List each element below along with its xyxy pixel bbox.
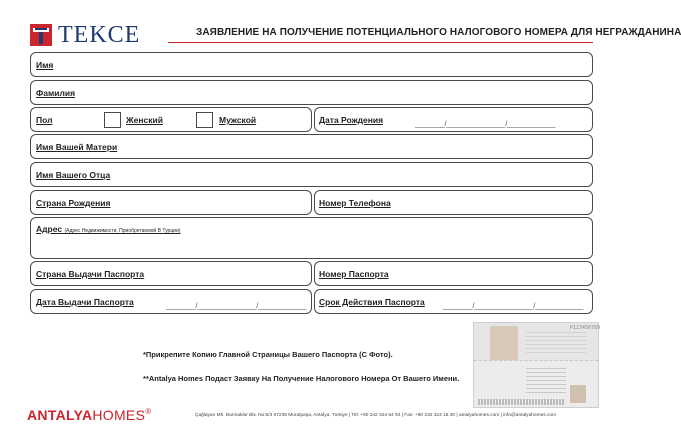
birth-country-label: Страна Рождения — [36, 198, 111, 208]
first-name-label: Имя — [36, 60, 54, 70]
phone-field[interactable] — [314, 190, 593, 215]
passport-photo — [490, 326, 518, 360]
last-name-field[interactable] — [30, 80, 593, 105]
passport-upper-text — [526, 329, 586, 355]
passport-sample-image — [473, 322, 599, 408]
note-antalya-homes: **Antalya Homes Подаст Заявку На Получение Налогового Номера От Вашего Имени. — [143, 374, 460, 383]
mother-name-label: Имя Вашей Матери — [36, 142, 118, 152]
address-field[interactable] — [30, 217, 593, 259]
passport-number-field[interactable] — [314, 261, 593, 286]
passport-issue-date-field[interactable] — [30, 289, 312, 314]
passport-mrz — [478, 399, 564, 405]
address-label — [36, 224, 180, 234]
passport-issue-date-blank: ________/________________/_____________ — [166, 303, 307, 310]
tekce-logo-text: TEKCE — [58, 22, 141, 48]
father-name-label: Имя Вашего Отца — [36, 170, 111, 180]
last-name-label: Фамилия — [36, 88, 76, 98]
passport-data-lines — [526, 365, 566, 395]
passport-expiry-blank: ________/________________/_____________ — [443, 303, 584, 310]
passport-expiry-field[interactable] — [314, 289, 593, 314]
address-note: (Адрес Недвижимости, Приобретаемой В Турции) — [64, 228, 181, 234]
passport-country-label: Страна Выдачи Паспорта — [36, 269, 145, 279]
phone-label: Номер Телефона — [319, 198, 391, 208]
form-title: ЗАЯВЛЕНИЕ НА ПОЛУЧЕНИЕ ПОТЕНЦИАЛЬНОГО НАЛОГОВОГО НОМЕРА ДЛЯ НЕГРАЖДАНИНА — [196, 27, 681, 38]
footer-contact-info: Çağlayan Mh. Barınaklar Blv. No:5/3 07235 Muratpaşa, Antalya, Türkiye | Tel: +90 242 324 54 94 | Fax: +90 242 324 18 30 | antalyahomes.com | info@antalyahomes.com — [195, 413, 557, 418]
tekce-logo-icon — [30, 24, 52, 46]
female-label: Женский — [126, 115, 163, 125]
brand-part1: ANTALYA — [27, 407, 93, 423]
father-name-field[interactable] — [30, 162, 593, 187]
gender-label: Пол — [36, 115, 53, 125]
gender-field — [30, 107, 312, 132]
birth-date-blank: ________/________________/_____________ — [415, 121, 556, 128]
brand-registered-mark: ® — [145, 407, 152, 416]
passport-secondary-photo — [570, 385, 586, 403]
address-label-text: Адрес — [36, 224, 63, 234]
note-attach-passport: *Прикрепите Копию Главной Страницы Вашего Паспорта (С Фото). — [143, 350, 393, 359]
passport-country-field[interactable] — [30, 261, 312, 286]
passport-number-label: Номер Паспорта — [319, 269, 389, 279]
female-checkbox[interactable] — [104, 112, 121, 128]
antalya-homes-logo — [27, 407, 151, 423]
mother-name-field[interactable] — [30, 134, 593, 159]
passport-expiry-label: Срок Действия Паспорта — [319, 297, 425, 307]
passport-issue-date-label: Дата Выдачи Паспорта — [36, 297, 134, 307]
birth-country-field[interactable] — [30, 190, 312, 215]
tekce-logo — [30, 22, 160, 48]
male-checkbox[interactable] — [196, 112, 213, 128]
birth-date-label: Дата Рождения — [319, 115, 384, 125]
first-name-field[interactable] — [30, 52, 593, 77]
male-label: Мужской — [219, 115, 257, 125]
birth-date-field[interactable] — [314, 107, 593, 132]
header-divider — [168, 42, 593, 43]
passport-number-text: P123456789 — [570, 325, 601, 331]
brand-part2: HOMES — [92, 407, 146, 423]
